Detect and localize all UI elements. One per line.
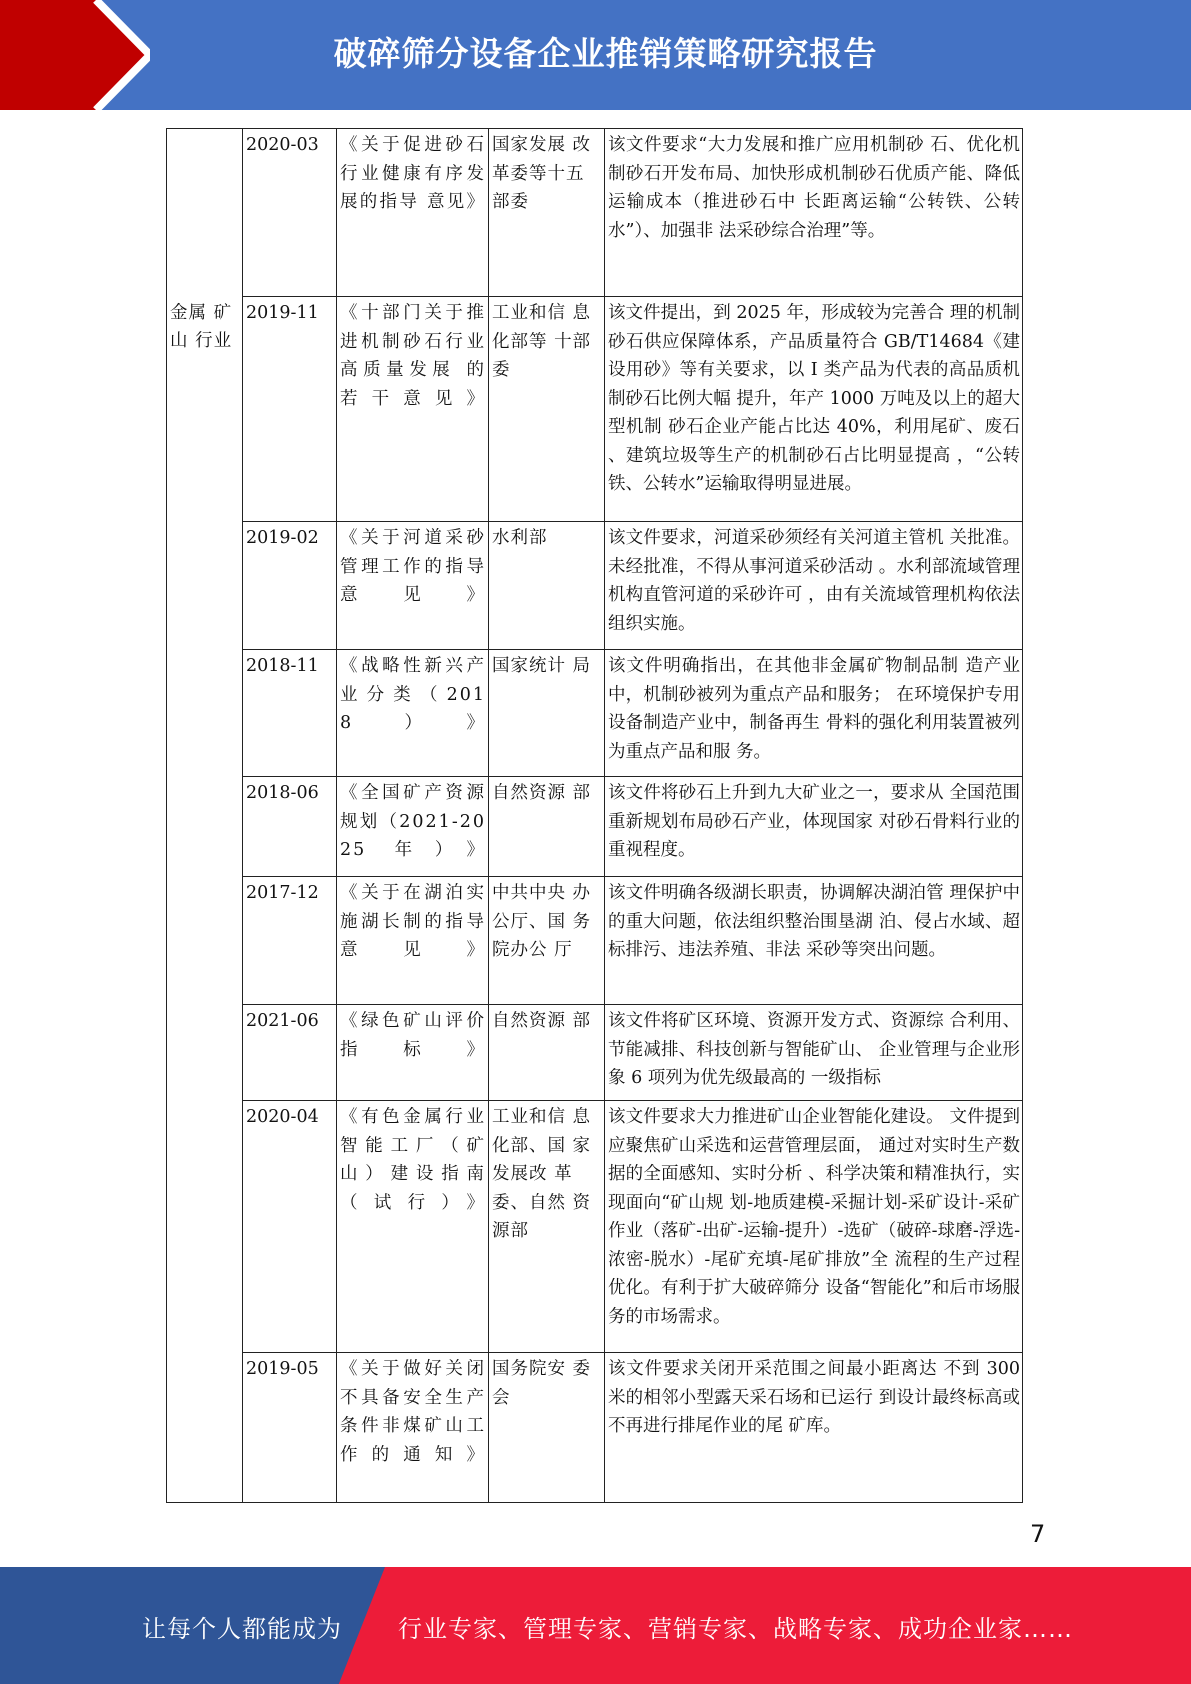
row-dept: 国务院安 委会 <box>489 1353 605 1503</box>
report-title: 破碎筛分设备企业推销策略研究报告 <box>333 34 878 73</box>
row-date: 2018-06 <box>243 777 337 877</box>
row-desc <box>605 1005 1023 1101</box>
footer-slogan-right: 行业专家、管理专家、营销专家、战略专家、成功企业家…… <box>398 1615 1073 1643</box>
row-dept: 自然资源 部 <box>489 1005 605 1101</box>
row-date: 2020-04 <box>243 1101 337 1353</box>
row-dept: 工业和信 息化部等 十部委 <box>489 297 605 522</box>
row-desc: 该文件要求大力推进矿山企业智能化建设。 文件提到应聚焦矿山采选和运营管理层面， 通过对实时生产数据的全面感知、实时分析 、科学决策和精准执行，实现面向“矿山规 划-地质建模-采掘计划-采矿设计-采矿作业（落矿-出矿-运输-提升）-选矿（破碎-球磨-浮选-浓密-脱水）-尾矿充填-尾矿排放”全 流程的生产过程优化。有利于扩大破碎筛分 设备“智能化”和后市场服务的市场需求。 <box>605 1101 1023 1353</box>
table-row <box>167 522 1023 650</box>
row-desc: 该文件要求关闭开采范围之间最小距离达 不到 300 米的相邻小型露天采石场和已运行 到设计最终标高或不再进行排尾作业的尾 矿库。 <box>605 1353 1023 1503</box>
row-dept: 自然资源 部 <box>489 777 605 877</box>
table-row <box>167 1005 1023 1101</box>
row-title: 《关于河道采砂管理工作的指导意见》 <box>337 522 489 650</box>
page-header <box>0 0 1191 110</box>
row-title: 《绿色矿山评价指标》 <box>337 1005 489 1101</box>
row-desc: 该文件提出，到 2025 年，形成较为完善合 理的机制砂石供应保障体系，产品质量符合 GB/T14684《建设用砂》等有关要求，以 I 类产品为代表的高品质机制砂石比例大幅 提升，年产 1000 万吨及以上的超大型机制 砂石企业产能占比达 40%，利用尾矿、废石 、建筑垃圾等生产的机制砂石占比明显提高 ，“公转铁、公转水”运输取得明显进展。 <box>605 297 1023 522</box>
category-label: 金属 矿山 行业 <box>170 302 233 351</box>
footer-slogan-left: 让每个人都能成为 <box>142 1615 342 1643</box>
row-desc: 该文件明确指出，在其他非金属矿物制品制 造产业中，机制砂被列为重点产品和服务； 在环境保护专用设备制造产业中，制备再生 骨料的强化利用装置被列为重点产品和服 务。 <box>605 650 1023 777</box>
table-row <box>167 1101 1023 1353</box>
row-title: 《全国矿产资源规划（2021-2025 年）》 <box>337 777 489 877</box>
table-row <box>167 129 1023 297</box>
category-cell <box>167 297 243 1503</box>
row-desc-clipped: 该文件将矿区环境、资源开发方式、资源综 合利用、节能减排、科技创新与智能矿山、 企业管理与企业形象 6 项列为优先级最高的 一级指标 <box>608 1011 1020 1088</box>
row-date: 2020-03 <box>243 129 337 297</box>
row-dept: 中共中央 办公厅、国 务院办公 厅 <box>489 877 605 1005</box>
row-date: 2021-06 <box>243 1005 337 1101</box>
row-dept: 工业和信 息化部、国 家发展改 革委、自然 资源部 <box>489 1101 605 1353</box>
row-date: 2017-12 <box>243 877 337 1005</box>
row-desc: 该文件明确各级湖长职责，协调解决湖泊管 理保护中的重大问题，依法组织整治围垦湖 泊、侵占水域、超标排污、违法养殖、非法 采砂等突出问题。 <box>605 877 1023 1005</box>
row-desc: 该文件要求“大力发展和推广应用机制砂 石、优化机制砂石开发布局、加快形成机制砂石优质产能、降低运输成本（推进砂石中 长距离运输“公转铁、公转水”）、加强非 法采砂综合治理”等。 <box>605 129 1023 297</box>
table-row <box>167 650 1023 777</box>
row-title: 《关于在湖泊实施湖长制的指导意见》 <box>337 877 489 1005</box>
table-row <box>167 877 1023 1005</box>
table-row <box>167 777 1023 877</box>
row-title: 《战略性新兴产业分类（2018）》 <box>337 650 489 777</box>
row-dept: 国家统计 局 <box>489 650 605 777</box>
policy-table <box>166 128 1023 1503</box>
row-title: 《有色金属行业智能工厂（矿山）建设指南（试行）》 <box>337 1101 489 1353</box>
row-date: 2019-05 <box>243 1353 337 1503</box>
row-date: 2019-11 <box>243 297 337 522</box>
row-desc: 该文件要求，河道采砂须经有关河道主管机 关批准。未经批准，不得从事河道采砂活动 。水利部流域管理机构直管河道的采砂许可 ，由有关流域管理机构依法组织实施。 <box>605 522 1023 650</box>
category-cell-top <box>167 129 243 297</box>
table-row <box>167 297 1023 522</box>
row-title: 《十部门关于推进机制砂石行业高质量发展 的 若 干 意 见 》 <box>337 297 489 522</box>
row-title: 《关于促进砂石行业健康有序发展的指导 意见》 <box>337 129 489 297</box>
row-dept: 国家发展 改革委等十五部委 <box>489 129 605 297</box>
page-footer <box>0 1567 1191 1684</box>
page-number: 7 <box>1030 1520 1046 1548</box>
row-dept: 水利部 <box>489 522 605 650</box>
table-row <box>167 1353 1023 1503</box>
row-desc: 该文件将砂石上升到九大矿业之一，要求从 全国范围重新规划布局砂石产业，体现国家 对砂石骨料行业的重视程度。 <box>605 777 1023 877</box>
row-date: 2018-11 <box>243 650 337 777</box>
row-title: 《关于做好关闭不具备安全生产条件非煤矿山工作的通知》 <box>337 1353 489 1503</box>
row-date: 2019-02 <box>243 522 337 650</box>
